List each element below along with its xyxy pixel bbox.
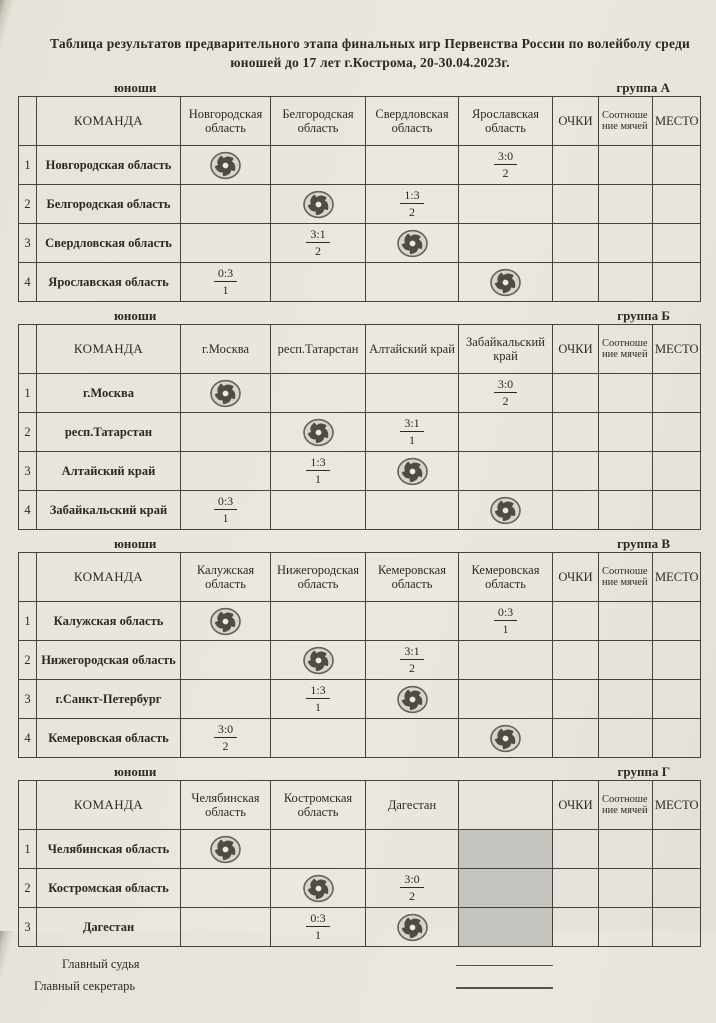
group-tables-container xyxy=(18,80,702,947)
ratio-cell xyxy=(599,680,653,719)
team-name-cell: Нижегородская область xyxy=(37,641,181,680)
opponent-header: Нижегородская область xyxy=(271,553,366,602)
team-name-cell: Дагестан xyxy=(37,908,181,947)
row-number-cell: 3 xyxy=(19,908,37,947)
points-cell xyxy=(553,830,599,869)
team-column-header: КОМАНДА xyxy=(37,97,181,146)
table-row xyxy=(19,452,701,491)
results-table-2 xyxy=(18,324,701,530)
place-cell xyxy=(653,263,701,302)
row-number-header xyxy=(19,781,37,830)
points-cell xyxy=(553,641,599,680)
match-points: 1 xyxy=(222,282,229,297)
empty-result-cell xyxy=(181,452,271,491)
empty-result-cell xyxy=(459,641,553,680)
opponent-header: Костромская область xyxy=(271,781,366,830)
empty-result-cell xyxy=(271,491,366,530)
empty-result-cell xyxy=(366,830,459,869)
empty-result-cell xyxy=(459,413,553,452)
set-score: 3:1 xyxy=(400,417,423,432)
opponent-header: Новгородская область xyxy=(181,97,271,146)
row-number-cell: 1 xyxy=(19,374,37,413)
table-row xyxy=(19,719,701,758)
match-points: 2 xyxy=(315,243,321,258)
volleyball-icon xyxy=(209,607,242,636)
empty-result-cell xyxy=(366,146,459,185)
self-match-cell xyxy=(366,452,459,491)
title-line-2: юношей до 17 лет г.Кострома, 20-30.04.2023г. xyxy=(230,55,510,70)
row-number-cell: 2 xyxy=(19,185,37,224)
set-score: 0:3 xyxy=(494,606,517,621)
ratio-cell xyxy=(599,719,653,758)
table-row xyxy=(19,602,701,641)
group-labels xyxy=(18,80,702,96)
set-score: 1:3 xyxy=(306,456,329,471)
ratio-cell xyxy=(599,830,653,869)
empty-result-cell xyxy=(271,602,366,641)
empty-result-cell xyxy=(459,185,553,224)
group-labels xyxy=(18,536,702,552)
volleyball-icon xyxy=(302,418,335,447)
place-cell xyxy=(653,374,701,413)
table-row xyxy=(19,263,701,302)
match-points: 2 xyxy=(222,738,229,753)
ball-ratio-header: Соотноше ние мячей xyxy=(599,781,653,830)
match-points: 1 xyxy=(409,432,415,447)
empty-result-cell xyxy=(366,491,459,530)
self-match-cell xyxy=(271,869,366,908)
opponent-header: Ярославская область xyxy=(459,97,553,146)
empty-result-cell xyxy=(181,413,271,452)
row-number-cell: 4 xyxy=(19,263,37,302)
opponent-header: г.Москва xyxy=(181,325,271,374)
volleyball-icon xyxy=(489,724,522,753)
table-row xyxy=(19,185,701,224)
ball-ratio-header: Соотноше ние мячей xyxy=(599,97,653,146)
group-section-3 xyxy=(18,536,702,758)
points-cell xyxy=(553,452,599,491)
place-cell xyxy=(653,146,701,185)
team-name-cell: Кемеровская область xyxy=(37,719,181,758)
empty-result-cell xyxy=(366,374,459,413)
row-number-cell: 1 xyxy=(19,830,37,869)
group-section-1 xyxy=(18,80,702,302)
points-cell xyxy=(553,680,599,719)
points-cell xyxy=(553,146,599,185)
shaded-cell xyxy=(459,869,553,908)
header-row xyxy=(19,553,701,602)
row-number-cell: 2 xyxy=(19,641,37,680)
table-row xyxy=(19,680,701,719)
row-number-cell: 1 xyxy=(19,602,37,641)
volleyball-icon xyxy=(396,457,429,486)
points-cell xyxy=(553,224,599,263)
row-number-header xyxy=(19,97,37,146)
row-number-cell: 2 xyxy=(19,869,37,908)
empty-result-cell xyxy=(271,374,366,413)
set-score: 0:3 xyxy=(306,912,329,927)
judge-signature-line xyxy=(456,965,553,966)
empty-result-cell xyxy=(459,224,553,263)
chief-judge-label: Главный судья xyxy=(62,957,140,971)
score-cell xyxy=(366,185,459,224)
place-cell xyxy=(653,185,701,224)
opponent-header: Челябинская область xyxy=(181,781,271,830)
row-number-cell: 1 xyxy=(19,146,37,185)
group-labels xyxy=(18,308,702,324)
score-cell xyxy=(181,263,271,302)
set-score: 0:3 xyxy=(214,495,237,510)
table-row xyxy=(19,491,701,530)
place-cell xyxy=(653,641,701,680)
gender-label: юноши xyxy=(114,536,157,551)
table-row xyxy=(19,830,701,869)
volleyball-icon xyxy=(396,913,429,942)
self-match-cell xyxy=(181,830,271,869)
match-points: 1 xyxy=(315,699,321,714)
team-name-cell: Костромская область xyxy=(37,869,181,908)
points-header: ОЧКИ xyxy=(553,781,599,830)
team-name-cell: Челябинская область xyxy=(37,830,181,869)
place-cell xyxy=(653,830,701,869)
results-table-1 xyxy=(18,96,701,302)
score-cell xyxy=(366,869,459,908)
chief-secretary-label: Главный секретарь xyxy=(34,979,136,993)
self-match-cell xyxy=(459,491,553,530)
place-header: МЕСТО xyxy=(653,97,701,146)
row-number-cell: 4 xyxy=(19,719,37,758)
score-cell xyxy=(459,146,553,185)
empty-result-cell xyxy=(181,869,271,908)
team-name-cell: Алтайский край xyxy=(37,452,181,491)
volleyball-icon xyxy=(396,229,429,258)
set-score: 3:0 xyxy=(494,150,517,165)
ratio-cell xyxy=(599,452,653,491)
points-header: ОЧКИ xyxy=(553,97,599,146)
title-line-1: Таблица результатов предварительного этапа финальных игр Первенства России по волейболу среди xyxy=(50,36,690,51)
set-score: 0:3 xyxy=(214,267,237,282)
table-row xyxy=(19,641,701,680)
table-row xyxy=(19,413,701,452)
shaded-cell xyxy=(459,830,553,869)
self-match-cell xyxy=(181,602,271,641)
points-cell xyxy=(553,413,599,452)
gender-label: юноши xyxy=(114,80,157,95)
match-points: 1 xyxy=(502,621,509,636)
ratio-cell xyxy=(599,374,653,413)
set-score: 1:3 xyxy=(306,684,329,699)
place-header: МЕСТО xyxy=(653,325,701,374)
footer xyxy=(18,953,702,1023)
self-match-cell xyxy=(271,641,366,680)
opponent-header: Калужская область xyxy=(181,553,271,602)
opponent-header: Кемеровская область xyxy=(366,553,459,602)
row-number-cell: 3 xyxy=(19,224,37,263)
group-name-label: группа Б xyxy=(617,308,670,323)
ratio-cell xyxy=(599,602,653,641)
group-section-2 xyxy=(18,308,702,530)
self-match-cell xyxy=(181,146,271,185)
shaded-cell xyxy=(459,908,553,947)
place-cell xyxy=(653,719,701,758)
opponent-header: Белгородская область xyxy=(271,97,366,146)
match-points: 2 xyxy=(409,888,415,903)
match-points: 2 xyxy=(502,393,509,408)
empty-result-cell xyxy=(459,452,553,491)
ratio-cell xyxy=(599,413,653,452)
points-cell xyxy=(553,263,599,302)
empty-result-cell xyxy=(181,224,271,263)
place-header: МЕСТО xyxy=(653,553,701,602)
team-name-cell: Калужская область xyxy=(37,602,181,641)
points-cell xyxy=(553,908,599,947)
ratio-cell xyxy=(599,869,653,908)
group-name-label: группа А xyxy=(616,80,670,95)
volleyball-icon xyxy=(302,190,335,219)
points-cell xyxy=(553,185,599,224)
opponent-header xyxy=(459,781,553,830)
self-match-cell xyxy=(271,185,366,224)
row-number-header xyxy=(19,553,37,602)
opponent-header: Кемеровская область xyxy=(459,553,553,602)
volleyball-icon xyxy=(209,379,242,408)
volleyball-icon xyxy=(489,268,522,297)
team-column-header: КОМАНДА xyxy=(37,325,181,374)
team-name-cell: респ.Татарстан xyxy=(37,413,181,452)
score-cell xyxy=(271,908,366,947)
points-header: ОЧКИ xyxy=(553,325,599,374)
opponent-header: Алтайский край xyxy=(366,325,459,374)
place-cell xyxy=(653,680,701,719)
ratio-cell xyxy=(599,224,653,263)
team-column-header: КОМАНДА xyxy=(37,553,181,602)
ratio-cell xyxy=(599,908,653,947)
set-score: 3:1 xyxy=(400,645,423,660)
set-score: 3:0 xyxy=(494,378,517,393)
page-title xyxy=(48,34,692,72)
place-cell xyxy=(653,908,701,947)
row-number-header xyxy=(19,325,37,374)
ratio-cell xyxy=(599,641,653,680)
empty-result-cell xyxy=(271,830,366,869)
set-score: 1:3 xyxy=(400,189,423,204)
team-name-cell: Забайкальский край xyxy=(37,491,181,530)
volleyball-icon xyxy=(396,685,429,714)
place-cell xyxy=(653,491,701,530)
header-row xyxy=(19,781,701,830)
team-name-cell: г.Москва xyxy=(37,374,181,413)
place-header: МЕСТО xyxy=(653,781,701,830)
points-cell xyxy=(553,719,599,758)
volleyball-icon xyxy=(209,835,242,864)
set-score: 3:1 xyxy=(306,228,329,243)
match-points: 2 xyxy=(409,204,415,219)
empty-result-cell xyxy=(366,602,459,641)
self-match-cell xyxy=(181,374,271,413)
empty-result-cell xyxy=(271,263,366,302)
empty-result-cell xyxy=(459,680,553,719)
score-cell xyxy=(271,680,366,719)
table-row xyxy=(19,224,701,263)
row-number-cell: 4 xyxy=(19,491,37,530)
empty-result-cell xyxy=(366,719,459,758)
match-points: 2 xyxy=(502,165,509,180)
empty-result-cell xyxy=(181,908,271,947)
empty-result-cell xyxy=(271,719,366,758)
team-name-cell: Новгородская область xyxy=(37,146,181,185)
volleyball-icon xyxy=(302,646,335,675)
gender-label: юноши xyxy=(114,308,157,323)
points-cell xyxy=(553,491,599,530)
score-cell xyxy=(459,374,553,413)
empty-result-cell xyxy=(366,263,459,302)
volleyball-icon xyxy=(209,151,242,180)
points-cell xyxy=(553,602,599,641)
results-table-3 xyxy=(18,552,701,758)
ball-ratio-header: Соотноше ние мячей xyxy=(599,325,653,374)
volleyball-icon xyxy=(302,874,335,903)
gender-label: юноши xyxy=(114,764,157,779)
place-cell xyxy=(653,869,701,908)
self-match-cell xyxy=(271,413,366,452)
header-row xyxy=(19,97,701,146)
opponent-header: Свердловская область xyxy=(366,97,459,146)
set-score: 3:0 xyxy=(214,723,237,738)
points-header: ОЧКИ xyxy=(553,553,599,602)
results-table-4 xyxy=(18,780,701,947)
place-cell xyxy=(653,413,701,452)
ratio-cell xyxy=(599,185,653,224)
self-match-cell xyxy=(366,680,459,719)
row-number-cell: 3 xyxy=(19,452,37,491)
team-name-cell: Белгородская область xyxy=(37,185,181,224)
empty-result-cell xyxy=(181,680,271,719)
empty-result-cell xyxy=(181,641,271,680)
table-row xyxy=(19,869,701,908)
header-row xyxy=(19,325,701,374)
ratio-cell xyxy=(599,146,653,185)
set-score: 3:0 xyxy=(400,873,423,888)
points-cell xyxy=(553,374,599,413)
score-cell xyxy=(181,719,271,758)
empty-result-cell xyxy=(271,146,366,185)
place-cell xyxy=(653,602,701,641)
table-row xyxy=(19,908,701,947)
self-match-cell xyxy=(366,224,459,263)
score-cell xyxy=(181,491,271,530)
match-points: 1 xyxy=(315,927,321,942)
row-number-cell: 3 xyxy=(19,680,37,719)
match-points: 1 xyxy=(222,510,229,525)
team-column-header: КОМАНДА xyxy=(37,781,181,830)
place-cell xyxy=(653,452,701,491)
opponent-header: Забайкальский край xyxy=(459,325,553,374)
self-match-cell xyxy=(459,263,553,302)
match-points: 2 xyxy=(409,660,415,675)
group-section-4 xyxy=(18,764,702,947)
team-name-cell: г.Санкт-Петербург xyxy=(37,680,181,719)
ball-ratio-header: Соотноше ние мячей xyxy=(599,553,653,602)
score-cell xyxy=(271,452,366,491)
secretary-signature-line xyxy=(456,987,553,989)
table-row xyxy=(19,374,701,413)
ratio-cell xyxy=(599,263,653,302)
group-labels xyxy=(18,764,702,780)
score-cell xyxy=(366,413,459,452)
opponent-header: респ.Татарстан xyxy=(271,325,366,374)
match-points: 1 xyxy=(315,471,321,486)
score-cell xyxy=(459,602,553,641)
row-number-cell: 2 xyxy=(19,413,37,452)
score-cell xyxy=(271,224,366,263)
group-name-label: группа В xyxy=(617,536,670,551)
opponent-header: Дагестан xyxy=(366,781,459,830)
self-match-cell xyxy=(366,908,459,947)
empty-result-cell xyxy=(181,185,271,224)
team-name-cell: Ярославская область xyxy=(37,263,181,302)
volleyball-icon xyxy=(489,496,522,525)
self-match-cell xyxy=(459,719,553,758)
group-name-label: группа Г xyxy=(617,764,670,779)
score-cell xyxy=(366,641,459,680)
points-cell xyxy=(553,869,599,908)
ratio-cell xyxy=(599,491,653,530)
place-cell xyxy=(653,224,701,263)
team-name-cell: Свердловская область xyxy=(37,224,181,263)
table-row xyxy=(19,146,701,185)
